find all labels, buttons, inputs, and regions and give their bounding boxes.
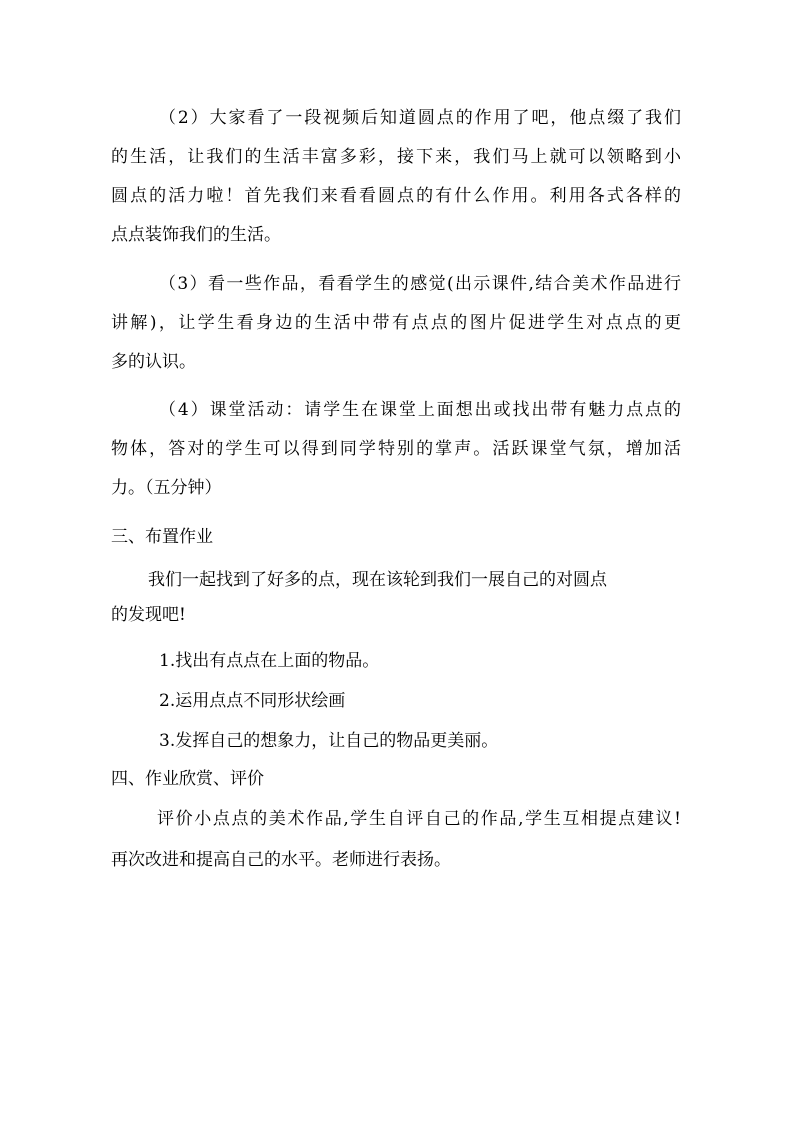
paragraph-4-line-1: （4）课堂活动：请学生在课堂上面想出或找出带有魅力点点的: [159, 400, 681, 420]
paragraph-3-line-3: 多的认识。: [111, 352, 196, 372]
paragraph-4-line-2: 物体，答对的学生可以得到同学特别的掌声。活跃课堂气氛，增加活: [111, 439, 681, 459]
section-4-line-1: 评价小点点的美术作品,学生自评自己的作品,学生互相提点建议!: [157, 809, 681, 829]
paragraph-2-line-2: 的生活，让我们的生活丰富多彩，接下来，我们马上就可以领略到小: [111, 147, 681, 167]
homework-item-2: 2.运用点点不同形状绘画: [159, 691, 346, 711]
paragraph-3-line-2: 讲解)，让学生看身边的生活中带有点点的图片促进学生对点点的更: [111, 313, 681, 333]
paragraph-2-line-4: 点点装饰我们的生活。: [111, 225, 281, 245]
homework-item-1: 1.找出有点点在上面的物品。: [159, 651, 380, 671]
paragraph-2-line-1: （2）大家看了一段视频后知道圆点的作用了吧，他点缀了我们: [159, 108, 681, 128]
section-4-line-2: 再次改进和提高自己的水平。老师进行表扬。: [111, 850, 451, 870]
paragraph-3-line-1: （3）看一些作品，看看学生的感觉(出示课件,结合美术作品进行: [159, 274, 681, 294]
homework-item-3: 3.发挥自己的想象力，让自己的物品更美丽。: [159, 731, 499, 751]
paragraph-2-line-3: 圆点的活力啦！首先我们来看看圆点的有什么作用。利用各式各样的: [111, 186, 681, 206]
section-3-intro-line-2: 的发现吧!: [111, 605, 186, 625]
section-4-heading: 四、作业欣赏、评价: [111, 769, 264, 789]
section-3-heading: 三、布置作业: [111, 527, 213, 547]
section-3-intro-line-1: 我们一起找到了好多的点，现在该轮到我们一展自己的对圆点: [148, 570, 607, 590]
paragraph-4-line-3: 力。（五分钟）: [111, 478, 222, 498]
